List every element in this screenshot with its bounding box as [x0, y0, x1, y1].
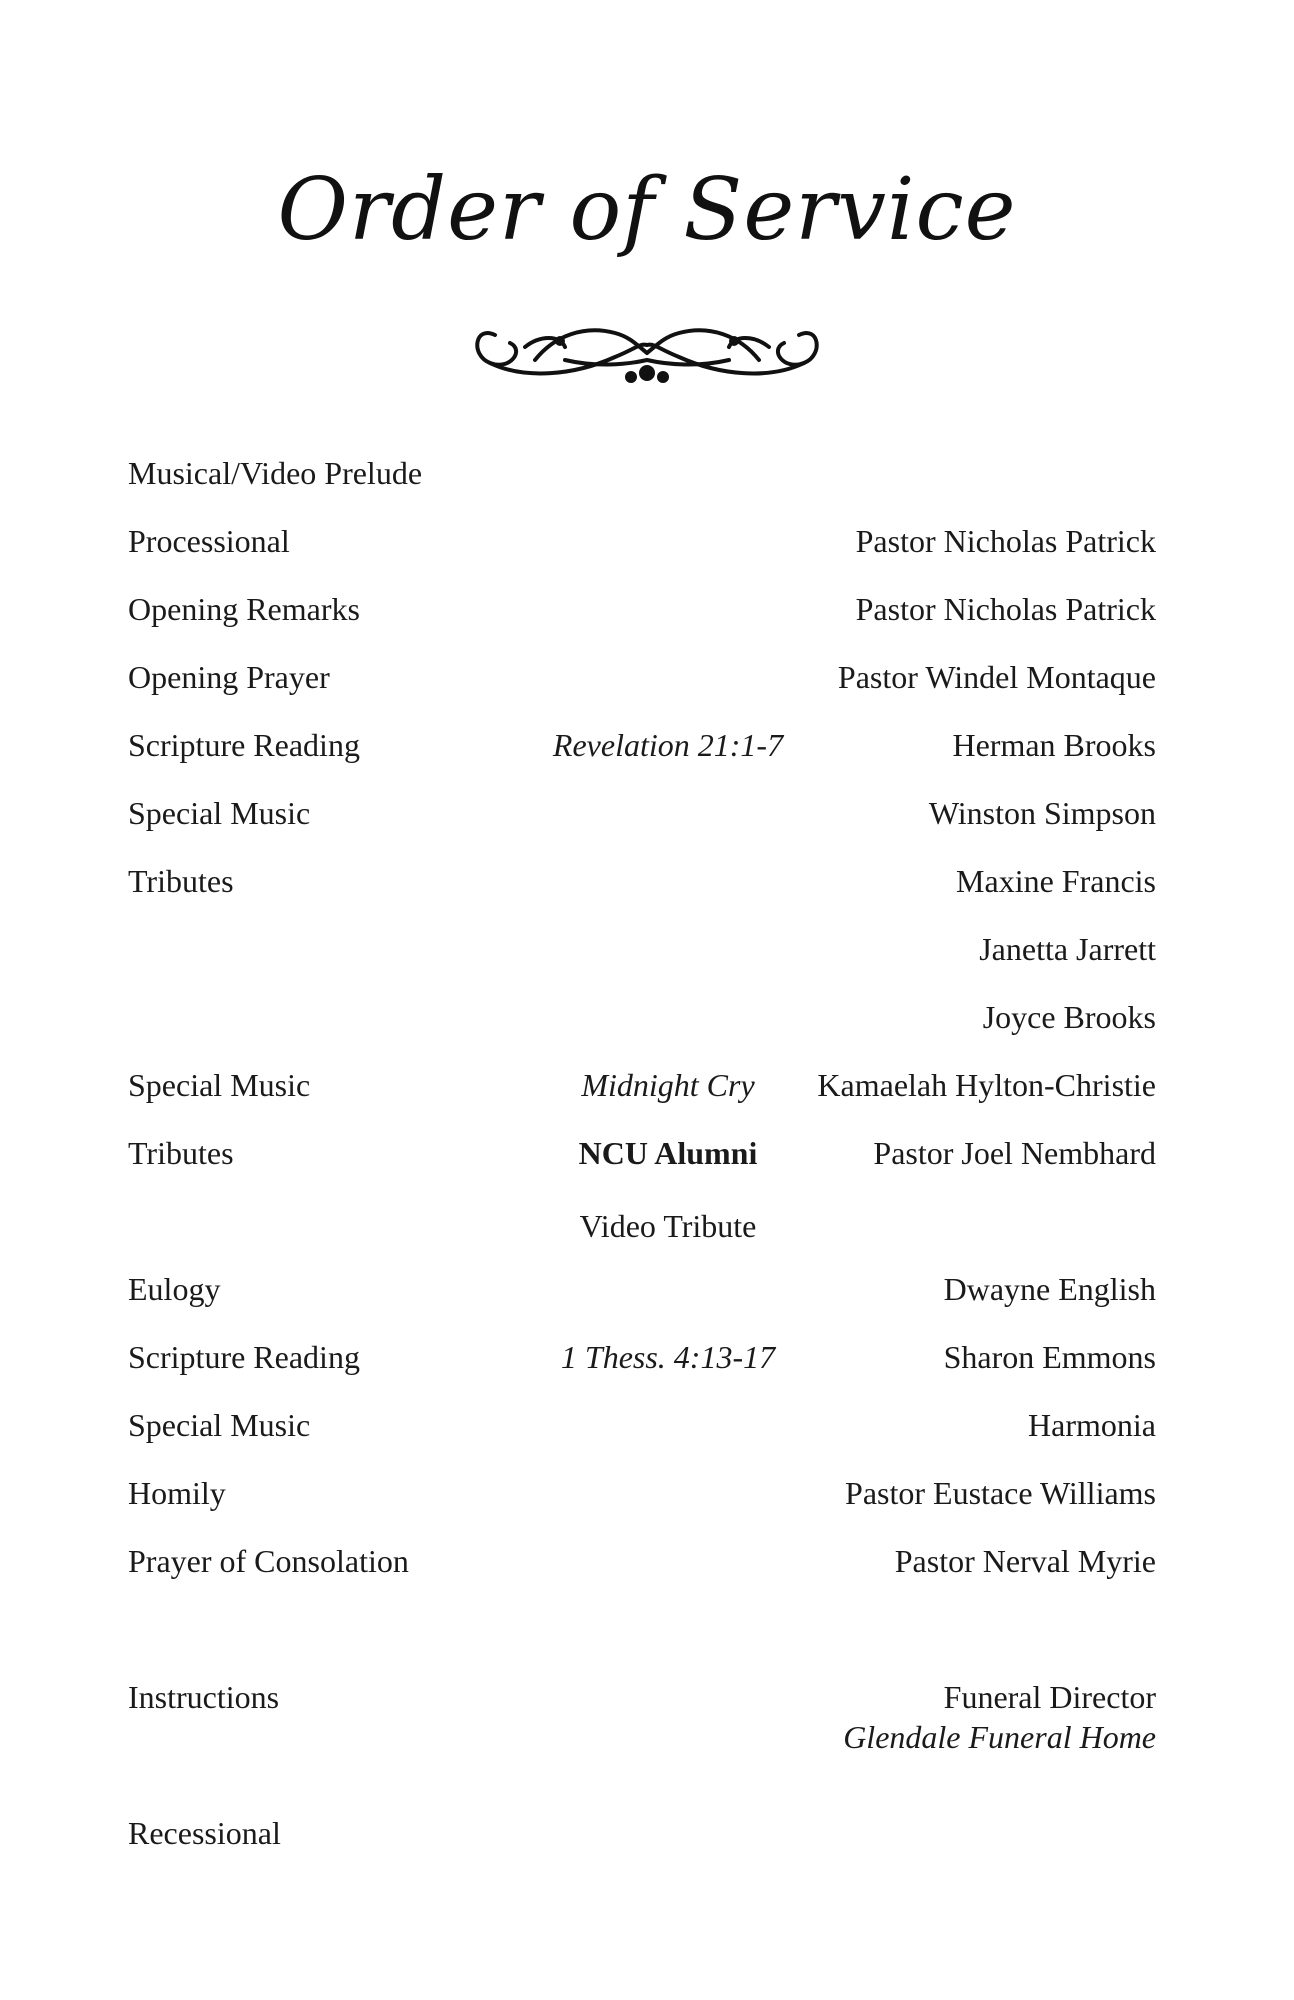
item-label: Processional [128, 523, 290, 559]
service-item [128, 1131, 1156, 1175]
item-person: Pastor Nerval Myrie [894, 1543, 1156, 1579]
item-label: Tributes [128, 863, 234, 899]
item-label: Instructions [128, 1679, 280, 1715]
item-person: Herman Brooks [952, 727, 1156, 763]
item-person: Maxine Francis [956, 863, 1156, 899]
item-person: Pastor Nicholas Patrick [855, 523, 1156, 559]
item-person: Sharon Emmons [943, 1339, 1156, 1375]
item-label: Homily [128, 1475, 226, 1511]
service-item [128, 927, 1156, 971]
item-label: Opening Remarks [128, 591, 360, 627]
item-person: Kamaelah Hylton-Christie [817, 1067, 1156, 1103]
item-person-sub: Glendale Funeral Home [843, 1719, 1156, 1755]
service-item [128, 1063, 1156, 1107]
item-detail: Revelation 21:1-7 [552, 727, 784, 763]
item-label: Special Music [128, 1407, 311, 1443]
flourish-ornament-icon [465, 305, 829, 390]
item-label: Musical/Video Prelude [128, 455, 423, 491]
service-item [128, 1204, 1156, 1248]
service-item [128, 1539, 1156, 1583]
service-item [128, 995, 1156, 1039]
item-label: Tributes [128, 1135, 234, 1171]
item-label: Special Music [128, 795, 311, 831]
item-label: Scripture Reading [128, 727, 360, 763]
service-item [128, 587, 1156, 631]
item-label: Special Music [128, 1067, 311, 1103]
item-detail: Midnight Cry [581, 1067, 755, 1103]
item-label: Scripture Reading [128, 1339, 360, 1375]
service-item [128, 1403, 1156, 1447]
item-person: Pastor Joel Nembhard [873, 1135, 1156, 1171]
service-item [128, 1811, 1156, 1855]
item-detail: NCU Alumni [578, 1135, 758, 1171]
page-title: Order of Service [277, 160, 1017, 260]
item-person: Pastor Eustace Williams [845, 1475, 1156, 1511]
item-label: Recessional [128, 1815, 281, 1851]
service-item [128, 451, 1156, 495]
item-person: Dwayne English [943, 1271, 1156, 1307]
service-item [128, 723, 1156, 767]
item-person: Funeral Director [943, 1679, 1156, 1715]
service-item [128, 859, 1156, 903]
service-item [128, 655, 1156, 699]
item-person: Janetta Jarrett [979, 931, 1156, 967]
item-person: Pastor Windel Montaque [837, 659, 1156, 695]
item-person: Joyce Brooks [982, 999, 1156, 1035]
item-label: Prayer of Consolation [128, 1543, 409, 1579]
item-label: Opening Prayer [128, 659, 330, 695]
service-item [128, 791, 1156, 835]
item-person: Pastor Nicholas Patrick [855, 591, 1156, 627]
service-item [128, 519, 1156, 563]
item-person: Winston Simpson [928, 795, 1156, 831]
service-item [128, 1471, 1156, 1515]
service-item [128, 1335, 1156, 1379]
item-person: Harmonia [1028, 1407, 1156, 1443]
service-item [128, 1675, 1156, 1755]
item-detail: 1 Thess. 4:13-17 [560, 1339, 776, 1375]
item-label: Eulogy [128, 1271, 221, 1307]
item-detail: Video Tribute [579, 1208, 757, 1244]
service-item [128, 1267, 1156, 1311]
